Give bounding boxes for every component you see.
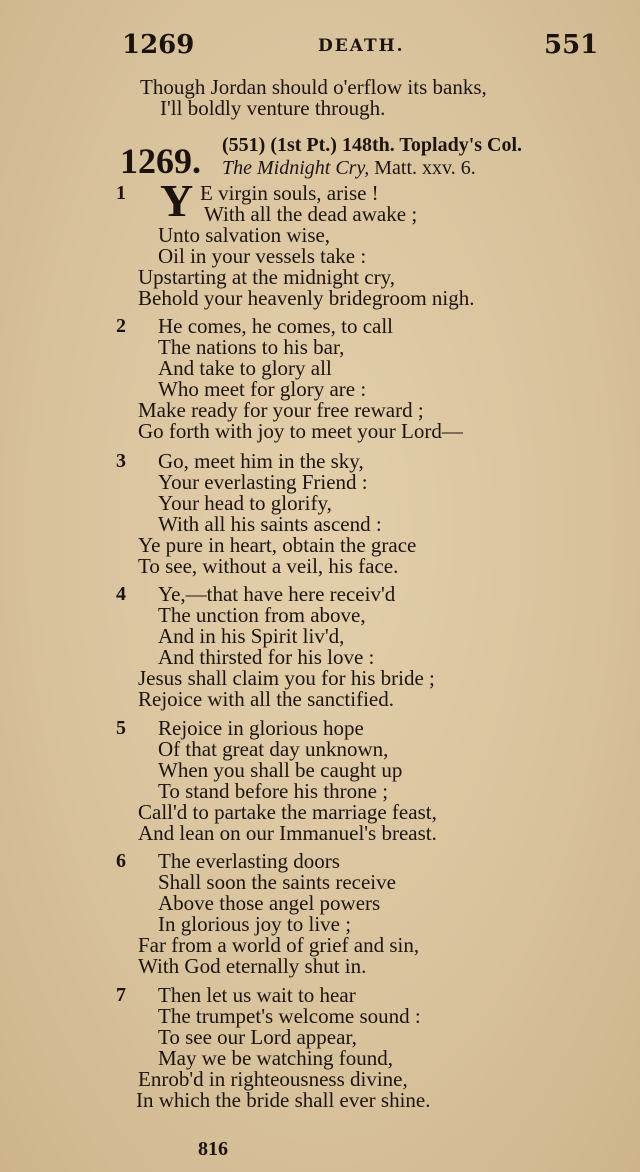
- verse-line: With all the dead awake ;: [204, 202, 418, 226]
- verse-line: Shall soon the saints receive: [158, 870, 396, 894]
- stanza-number: 4: [116, 583, 126, 605]
- verse-line: Above those angel powers: [158, 891, 381, 915]
- verse-line: Rejoice with all the sanctified.: [138, 687, 394, 711]
- verse-line: Of that great day unknown,: [158, 737, 389, 761]
- header-section-title: DEATH.: [318, 36, 405, 56]
- verse-line: In glorious joy to live ;: [158, 912, 352, 936]
- folio-number: 816: [198, 1138, 228, 1160]
- verse-line: Make ready for your free reward ;: [138, 398, 424, 422]
- verse-line: Oil in your vessels take :: [158, 244, 367, 268]
- hymn-title: The Midnight Cry,: [222, 157, 370, 179]
- verse-line: The trumpet's welcome sound :: [158, 1004, 421, 1028]
- stanza-number: 5: [116, 717, 126, 739]
- verse-line: With all his saints ascend :: [158, 512, 382, 536]
- verse-line: And take to glory all: [158, 356, 332, 380]
- stanza-number: 1: [116, 182, 126, 204]
- verse-line: Ye pure in heart, obtain the grace: [138, 533, 417, 557]
- carryover-line: I'll boldly venture through.: [160, 96, 386, 120]
- verse-line: Ye,—that have here receiv'd: [158, 582, 396, 606]
- drop-cap: Y: [160, 175, 194, 226]
- verse-line: In which the bride shall ever shine.: [136, 1088, 431, 1112]
- verse-line: And in his Spirit liv'd,: [158, 624, 345, 648]
- hymn-scripture-line: [222, 157, 476, 180]
- stanza-number: 2: [116, 315, 126, 337]
- verse-line: Far from a world of grief and sin,: [138, 933, 420, 957]
- verse-line: Upstarting at the midnight cry,: [138, 265, 396, 289]
- verse-line: The everlasting doors: [158, 849, 340, 873]
- verse-line: Rejoice in glorious hope: [158, 716, 364, 740]
- verse-line: Unto salvation wise,: [158, 223, 331, 247]
- verse-line: Go, meet him in the sky,: [158, 449, 364, 473]
- verse-line: Then let us wait to hear: [158, 983, 356, 1007]
- verse-line: E virgin souls, arise !: [200, 181, 379, 205]
- header-page-number: 551: [544, 30, 599, 60]
- verse-line: To stand before his throne ;: [158, 779, 389, 803]
- verse-line: Who meet for glory are :: [158, 377, 367, 401]
- verse-line: To see, without a veil, his face.: [138, 554, 399, 578]
- verse-line: When you shall be caught up: [158, 758, 403, 782]
- verse-line: Enrob'd in righteousness divine,: [138, 1067, 408, 1091]
- verse-line: The nations to his bar,: [158, 335, 345, 359]
- hymn-meta-line: (551) (1st Pt.) 148th. Toplady's Col.: [222, 134, 523, 156]
- verse-line: Jesus shall claim you for his bride ;: [138, 666, 435, 690]
- verse-line: Behold your heavenly bridegroom nigh.: [138, 286, 475, 310]
- verse-line: Your head to glorify,: [158, 491, 332, 515]
- verse-line: May we be watching found,: [158, 1046, 394, 1070]
- running-header: [0, 30, 640, 66]
- stanza-number: 7: [116, 984, 126, 1006]
- hymn-scripture-ref: Matt. xxv. 6.: [369, 157, 476, 179]
- carryover-line: Though Jordan should o'erflow its banks,: [140, 75, 487, 99]
- verse-line: With God eternally shut in.: [138, 954, 367, 978]
- verse-line: And lean on our Immanuel's breast.: [138, 821, 437, 845]
- hymn-number: 1269.: [120, 141, 201, 181]
- header-hymn-number: 1269: [122, 30, 195, 60]
- verse-line: The unction from above,: [158, 603, 366, 627]
- verse-line: Your everlasting Friend :: [158, 470, 368, 494]
- verse-line: Go forth with joy to meet your Lord—: [138, 419, 463, 443]
- verse-line: And thirsted for his love :: [158, 645, 375, 669]
- stanza-number: 3: [116, 450, 126, 472]
- verse-line: He comes, he comes, to call: [158, 314, 393, 338]
- stanza-number: 6: [116, 850, 126, 872]
- verse-line: Call'd to partake the marriage feast,: [138, 800, 437, 824]
- verse-line: To see our Lord appear,: [158, 1025, 357, 1049]
